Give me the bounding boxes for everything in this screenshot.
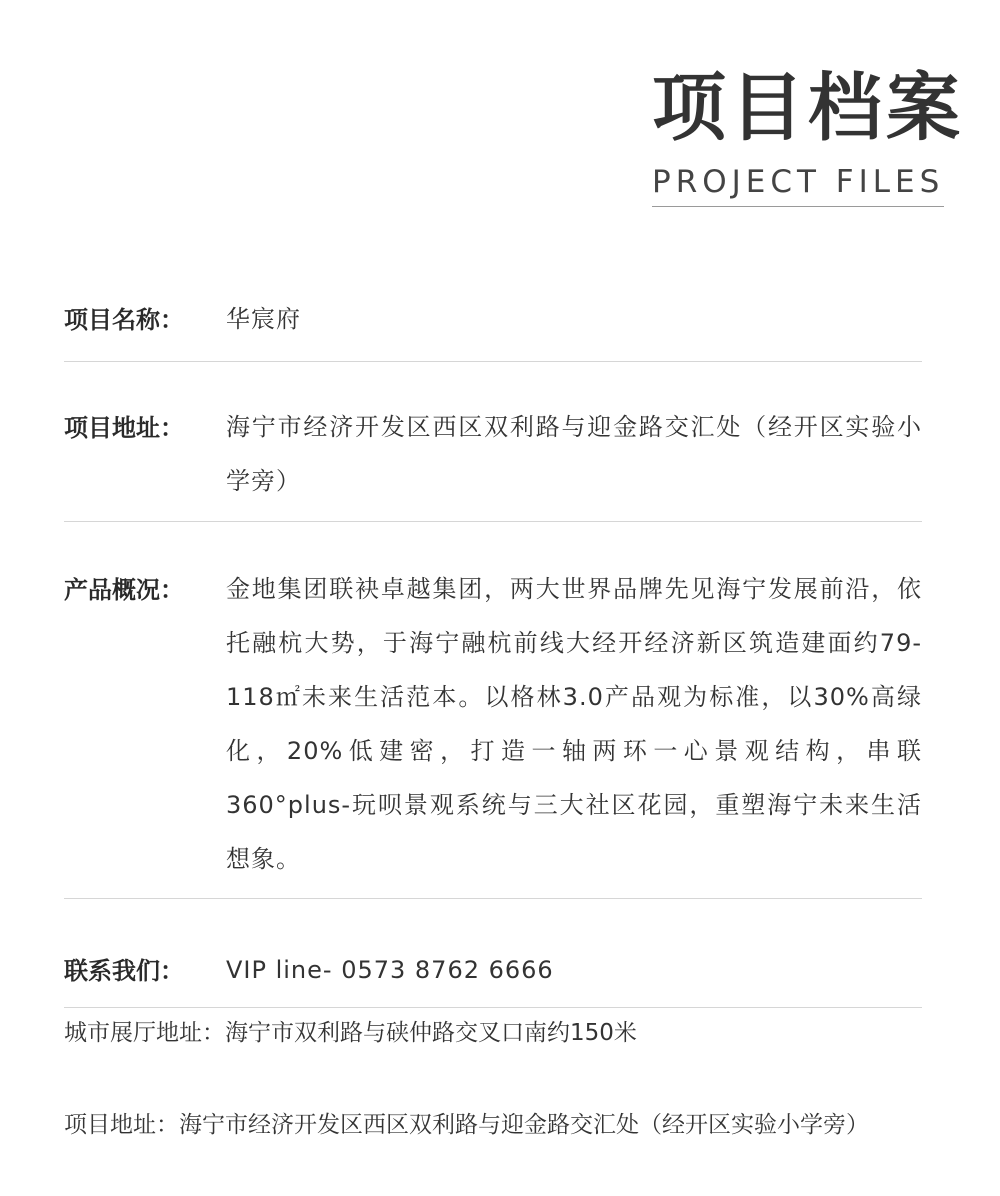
- info-label: 项目名称：: [64, 306, 184, 334]
- page-title: 项目档案: [652, 65, 964, 151]
- page-subtitle: PROJECT FILES: [652, 162, 944, 207]
- info-label: 项目地址：: [64, 414, 184, 442]
- contact-phone: VIP line- 0573 8762 6666: [226, 956, 554, 984]
- info-value: 华宸府: [226, 305, 301, 333]
- project-info-table: [64, 280, 922, 1008]
- info-value: 海宁市经济开发区西区双利路与迎金路交汇处（经开区实验小学旁）: [226, 413, 922, 495]
- info-row-project-name: [64, 280, 922, 362]
- info-value: 金地集团联袂卓越集团，两大世界品牌先见海宁发展前沿，依托融杭大势，于海宁融杭前线大经开经济新区筑造建面约79-118㎡未来生活范本。以格林3.0产品观为标准，以30%高绿化，20%低建密，打造一轴两环一心景观结构，串联360°plus-玩呗景观系统与三大社区花园，重塑海宁未来生活想象。: [226, 575, 922, 873]
- info-label: 产品概况：: [64, 576, 184, 604]
- info-label: 联系我们：: [64, 957, 184, 985]
- info-row-project-address: [64, 362, 922, 522]
- project-address-footer: 项目地址：海宁市经济开发区西区双利路与迎金路交汇处（经开区实验小学旁）: [64, 1112, 869, 1138]
- info-row-contact: [64, 899, 922, 1008]
- page-header: [652, 64, 964, 207]
- showroom-address: 城市展厅地址：海宁市双利路与硖仲路交叉口南约150米: [64, 1020, 637, 1046]
- info-row-product-overview: [64, 522, 922, 899]
